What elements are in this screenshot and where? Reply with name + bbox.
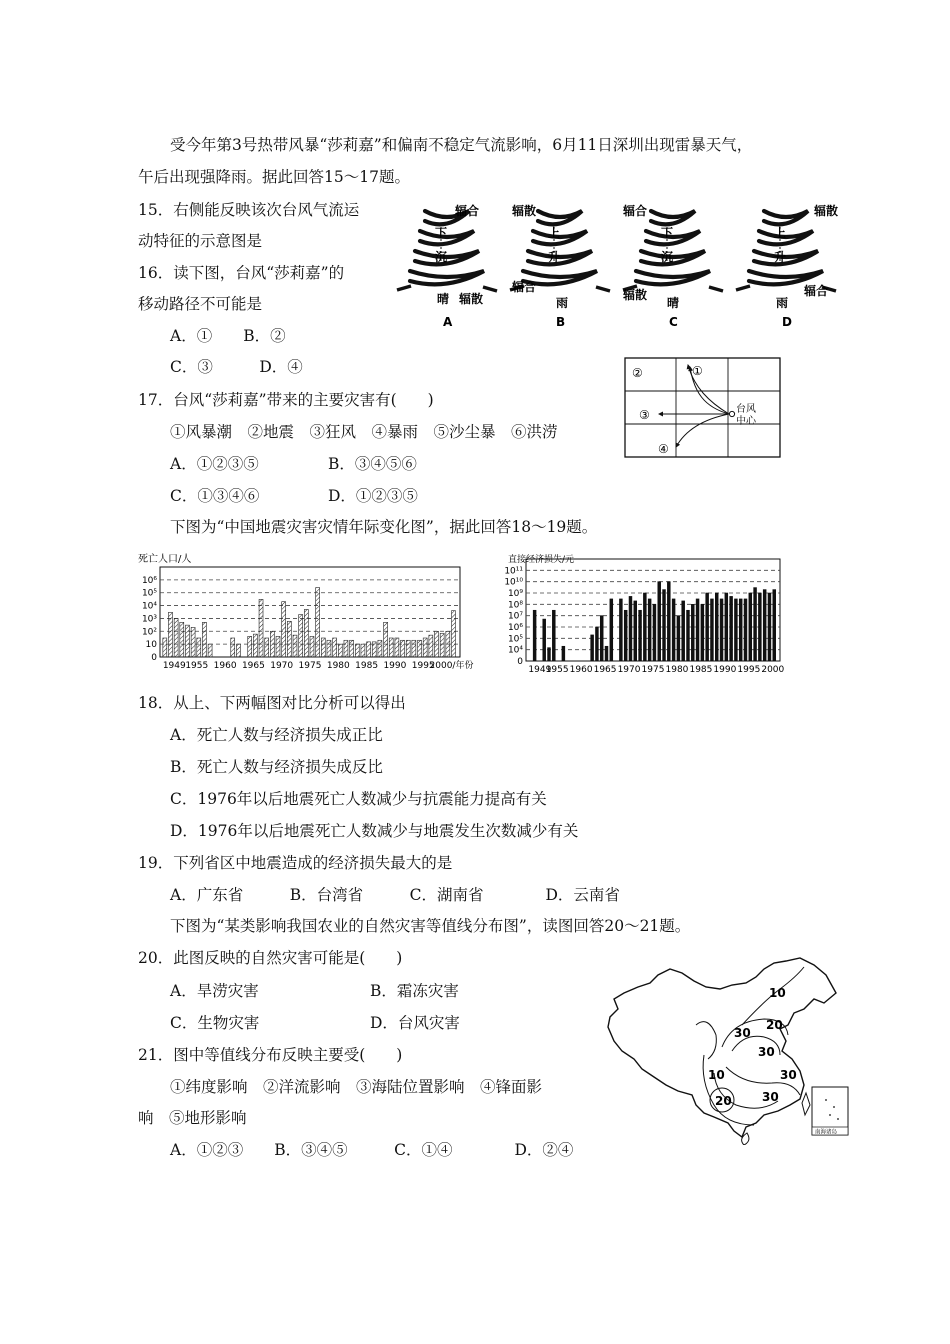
bar-1998 [440, 633, 444, 657]
bottom-label-2: 雨 [556, 296, 569, 310]
bar-1964 [248, 636, 252, 657]
intro-18-19: 下图为“中国地震灾害灾情年际变化图”，据此回答18～19题。 [170, 518, 598, 536]
x-tick-label: 1985 [689, 665, 713, 675]
x-tick-label: 2000/年份 [429, 661, 474, 671]
bar-1989 [720, 599, 723, 661]
x-tick-label: 1980 [326, 661, 350, 671]
x-tick-label: 1960 [213, 661, 237, 671]
bar-1990 [725, 593, 728, 661]
bar-1976 [316, 588, 320, 657]
bar-1964 [600, 616, 603, 661]
contour-label-10-north: 10 [769, 986, 786, 1000]
contour-label-30-mid: 30 [734, 1026, 751, 1040]
x-tick-label: 1995 [411, 661, 435, 671]
bar-1968 [270, 631, 274, 657]
bar-1993 [412, 640, 416, 657]
y-tick-label: 10⁶ [507, 623, 523, 633]
panel-letter: D [782, 315, 792, 329]
q15-line2: 动特征的示意图是 [138, 232, 263, 250]
bar-1974 [648, 599, 651, 661]
x-tick-label: 1965 [593, 665, 617, 675]
y-tick-label: 10⁴ [507, 645, 523, 656]
spiral-band [538, 211, 582, 224]
bar-1995 [749, 593, 752, 661]
q16-line1: 16．读下图，台风“莎莉嘉”的 [138, 264, 345, 282]
contour-label-30-south: 30 [762, 1090, 779, 1104]
q16-options-cd: C．③ D．④ [170, 358, 303, 376]
q21-options: A．①②③ B．③④⑤ C．①④ D．②④ [170, 1141, 574, 1159]
path-4 [676, 414, 729, 447]
x-tick-label: 1980 [665, 665, 689, 675]
bar-1957 [208, 644, 212, 657]
airflow-panel-c [622, 203, 723, 329]
bar-1980 [677, 616, 680, 661]
bottom-label-1: 晴 [437, 292, 450, 306]
path-label-3: ③ [639, 408, 650, 422]
q21-stem: 21．图中等值线分布反映主要受( ) [138, 1046, 403, 1064]
bar-1988 [384, 622, 388, 657]
bar-1970 [629, 596, 632, 661]
bar-1992 [734, 599, 737, 661]
bar-1951 [174, 618, 178, 657]
y-tick-label: 10¹⁰ [504, 577, 523, 588]
top-flow-label: 辐合 [623, 204, 648, 218]
bar-1950 [533, 610, 536, 661]
bar-1967 [265, 638, 269, 657]
bar-1985 [367, 642, 371, 657]
bar-1991 [401, 640, 405, 657]
x-tick-label: 1949 [162, 661, 186, 671]
vertical-label-2: 升 [774, 250, 787, 264]
bar-1996 [429, 635, 433, 657]
bottom-label-1: 雨 [776, 296, 789, 310]
bottom-label-1: 辐合 [512, 280, 537, 294]
bar-1978 [327, 640, 331, 657]
bar-1999 [446, 631, 450, 657]
y-tick-label: 0 [517, 657, 523, 667]
deaths-chart [134, 549, 504, 677]
bar-1974 [304, 609, 308, 657]
intro-15-17-line1: 受今年第3号热带风暴“莎莉嘉”和偏南不稳定气流影响，6月11日深圳出现雷暴天气， [170, 136, 753, 154]
bar-1966 [259, 599, 263, 657]
bar-1971 [287, 621, 291, 657]
bar-1954 [191, 627, 195, 657]
q18-stem: 18．从上、下两幅图对比分析可以得出 [138, 694, 406, 712]
y-tick-label: 10¹¹ [504, 566, 523, 577]
contour-label-30-east: 30 [780, 1068, 797, 1082]
x-tick-label: 1965 [241, 661, 265, 671]
y-tick-label: 10⁹ [507, 589, 523, 599]
y-tick-label: 10⁷ [507, 611, 523, 622]
q18-option-a: A．死亡人数与经济损失成正比 [170, 726, 383, 744]
contour-label-20-north: 20 [766, 1018, 783, 1032]
bar-1984 [361, 644, 365, 657]
bar-1982 [350, 640, 354, 657]
bar-1966 [610, 599, 613, 661]
bar-1969 [624, 610, 627, 661]
q18-option-d: D．1976年以后地震死亡人数减少与地震发生次数减少有关 [170, 822, 579, 840]
bar-1987 [711, 599, 714, 661]
bar-1973 [643, 593, 646, 661]
bar-1952 [543, 619, 546, 661]
q17-option-c: C．①③④⑥ [170, 487, 260, 505]
bar-1989 [389, 638, 393, 657]
bar-1999 [768, 593, 771, 661]
bar-1956 [562, 646, 565, 661]
bottom-label-1: 辐散 [623, 288, 648, 302]
top-flow-label: 辐合 [455, 204, 480, 218]
bar-1949 [163, 638, 167, 657]
q20-option-a: A．旱涝灾害 [170, 982, 259, 1000]
swirl-arrow-right [483, 287, 497, 291]
bar-1977 [663, 590, 666, 661]
loss-ylabel: 直接经济损失/元 [508, 555, 575, 565]
y-tick-label: 10⁴ [141, 601, 157, 612]
q16-line2: 移动路径不可能是 [138, 295, 263, 313]
bar-1990 [395, 638, 399, 657]
economic-loss-chart [486, 549, 816, 677]
bar-1981 [682, 601, 685, 661]
bottom-label-2: 晴 [667, 296, 680, 310]
vertical-label-2: 沉 [661, 250, 674, 264]
x-tick-label: 1960 [569, 665, 593, 675]
x-tick-label: 1970 [270, 661, 294, 671]
bar-1970 [282, 602, 286, 657]
spiral-band [410, 271, 484, 284]
q17-option-a: A．①②③⑤ [170, 455, 259, 473]
q21-items-cont: 响 ⑤地形影响 [138, 1109, 247, 1127]
bar-1979 [672, 599, 675, 661]
x-tick-label: 1955 [545, 665, 569, 675]
bar-2000 [773, 590, 776, 661]
bar-1992 [406, 640, 410, 657]
path-label-2: ② [632, 366, 643, 380]
bar-1976 [658, 582, 661, 661]
deaths-ylabel: 死亡人口/人 [138, 554, 192, 565]
swirl-arrow-right [709, 287, 723, 291]
typhoon-center-label2: 中心 [736, 416, 756, 427]
bar-1986 [372, 642, 376, 657]
vertical-label-1: 下 [661, 226, 674, 240]
bar-1994 [744, 599, 747, 661]
q19-options: A．广东省 B．台湾省 C．湖南省 D．云南省 [170, 886, 620, 904]
bar-1998 [763, 590, 766, 661]
x-tick-label: 2000 [761, 665, 785, 675]
q19-stem: 19．下列省区中地震造成的经济损失最大的是 [138, 854, 453, 872]
x-tick-label: 1990 [383, 661, 407, 671]
top-flow-label: 辐散 [814, 204, 839, 218]
bar-1978 [667, 582, 670, 661]
x-tick-label: 1995 [737, 665, 761, 675]
path-label-4: ④ [658, 442, 669, 456]
bar-1995 [423, 638, 427, 657]
y-tick-label: 10⁵ [507, 634, 523, 645]
bar-1972 [639, 610, 642, 661]
y-tick-label: 0 [151, 653, 157, 663]
vertical-label-1: 上 [774, 226, 787, 240]
bar-1953 [185, 625, 189, 657]
q21-items: ①纬度影响 ②洋流影响 ③海陆位置影响 ④锋面影 [170, 1078, 543, 1096]
spiral-band [749, 271, 823, 284]
bar-1971 [634, 601, 637, 661]
x-tick-label: 1975 [641, 665, 665, 675]
bottom-label-2: 辐散 [459, 292, 484, 306]
bar-1956 [202, 622, 206, 657]
vertical-label-1: 下 [435, 226, 448, 240]
q17-option-b: B．③④⑤⑥ [328, 455, 417, 473]
bar-1997 [435, 631, 439, 657]
airflow-panel-b [510, 203, 610, 329]
bar-1973 [299, 615, 303, 657]
bar-1965 [605, 646, 608, 661]
spiral-band [636, 271, 710, 284]
taiwan-island [802, 1093, 810, 1115]
bar-1955 [197, 638, 201, 657]
vertical-label-2: 升 [548, 250, 561, 264]
vertical-label-1: 上 [548, 226, 561, 240]
bar-1981 [344, 640, 348, 657]
bar-1963 [595, 627, 598, 661]
y-tick-label: 10⁵ [141, 588, 157, 599]
bar-2000 [452, 611, 456, 657]
bar-1993 [739, 599, 742, 661]
typhoon-airflow-figure [392, 195, 842, 335]
contour-label-10-south: 10 [708, 1068, 725, 1082]
swirl-arrow-left [736, 286, 750, 290]
bar-1954 [552, 610, 555, 661]
top-flow-label: 辐散 [512, 204, 537, 218]
panel-letter: B [556, 315, 566, 329]
bar-1997 [758, 593, 761, 661]
spiral-band [651, 211, 695, 224]
x-tick-label: 1955 [185, 661, 209, 671]
y-tick-label: 10³ [141, 614, 157, 625]
x-tick-label: 1970 [617, 665, 641, 675]
q18-option-b: B．死亡人数与经济损失成反比 [170, 758, 383, 776]
bar-1991 [730, 596, 733, 661]
bar-1952 [180, 622, 184, 657]
panel-letter: C [669, 315, 678, 329]
bar-1977 [321, 638, 325, 657]
x-tick-label: 1949 [528, 665, 552, 675]
bar-1975 [310, 636, 314, 657]
spiral-band [764, 211, 808, 224]
x-tick-label: 1990 [713, 665, 737, 675]
q20-option-d: D．台风灾害 [370, 1014, 460, 1032]
bar-1982 [687, 610, 690, 661]
q20-option-b: B．霜冻灾害 [370, 982, 459, 1000]
bar-1987 [378, 640, 382, 657]
path-label-1: ① [692, 364, 703, 378]
typhoon-center-label: 台风 [736, 404, 756, 415]
south-sea-inset-label: 南海诸岛 [815, 1129, 838, 1136]
y-tick-label: 10⁶ [141, 575, 157, 586]
china-outline [608, 958, 836, 1137]
intro-20-21: 下图为“某类影响我国农业的自然灾害等值线分布图”，读图回答20～21题。 [170, 917, 691, 935]
q17-option-d: D．①②③⑤ [328, 487, 418, 505]
x-tick-label: 1975 [298, 661, 322, 671]
bar-1983 [355, 644, 359, 657]
bar-1984 [696, 599, 699, 661]
bar-1983 [691, 604, 694, 661]
bar-1950 [168, 612, 172, 657]
bottom-label-2: 辐合 [804, 284, 829, 298]
bar-1994 [418, 640, 422, 657]
bar-1968 [619, 599, 622, 661]
bar-1986 [706, 593, 709, 661]
airflow-panel-d [736, 203, 838, 329]
intro-15-17-line2: 午后出现强降雨。据此回答15～17题。 [138, 168, 410, 186]
swirl-arrow-left [397, 286, 411, 290]
bar-1961 [231, 638, 235, 657]
q17-stem: 17．台风“莎莉嘉”带来的主要灾害有( ) [138, 391, 434, 409]
airflow-panel-a [397, 203, 497, 329]
bar-1969 [276, 636, 280, 657]
bar-1953 [548, 648, 551, 661]
contour-label-20-south: 20 [715, 1094, 732, 1108]
bar-1980 [338, 644, 342, 657]
typhoon-center-marker [729, 411, 734, 416]
q15-line1: 15．右侧能反映该次台风气流运 [138, 201, 360, 219]
bar-1972 [293, 635, 297, 657]
bar-1979 [333, 638, 337, 657]
vertical-label-2: 沉 [435, 250, 448, 264]
typhoon-path-figure [624, 357, 782, 459]
bar-1996 [754, 588, 757, 661]
y-tick-label: 10 [145, 640, 157, 651]
bar-1962 [236, 644, 240, 657]
bar-1962 [591, 635, 594, 661]
bar-1985 [701, 604, 704, 661]
china-isoline-map [604, 955, 850, 1145]
plateau-boundary [696, 1022, 716, 1059]
swirl-arrow-right [596, 287, 610, 291]
bar-1965 [253, 634, 257, 657]
bar-1975 [653, 604, 656, 661]
y-tick-label: 10⁸ [507, 600, 523, 611]
x-tick-label: 1985 [355, 661, 379, 671]
contour-label-30-north: 30 [758, 1045, 775, 1059]
q16-options-ab: A．① B．② [170, 327, 286, 345]
bar-1988 [715, 593, 718, 661]
q17-items: ①风暴潮 ②地震 ③狂风 ④暴雨 ⑤沙尘暴 ⑥洪涝 [170, 423, 558, 441]
q20-option-c: C．生物灾害 [170, 1014, 260, 1032]
panel-letter: A [443, 315, 453, 329]
q20-stem: 20．此图反映的自然灾害可能是( ) [138, 949, 403, 967]
y-tick-label: 10² [141, 627, 157, 638]
q18-option-c: C．1976年以后地震死亡人数减少与抗震能力提高有关 [170, 790, 547, 808]
